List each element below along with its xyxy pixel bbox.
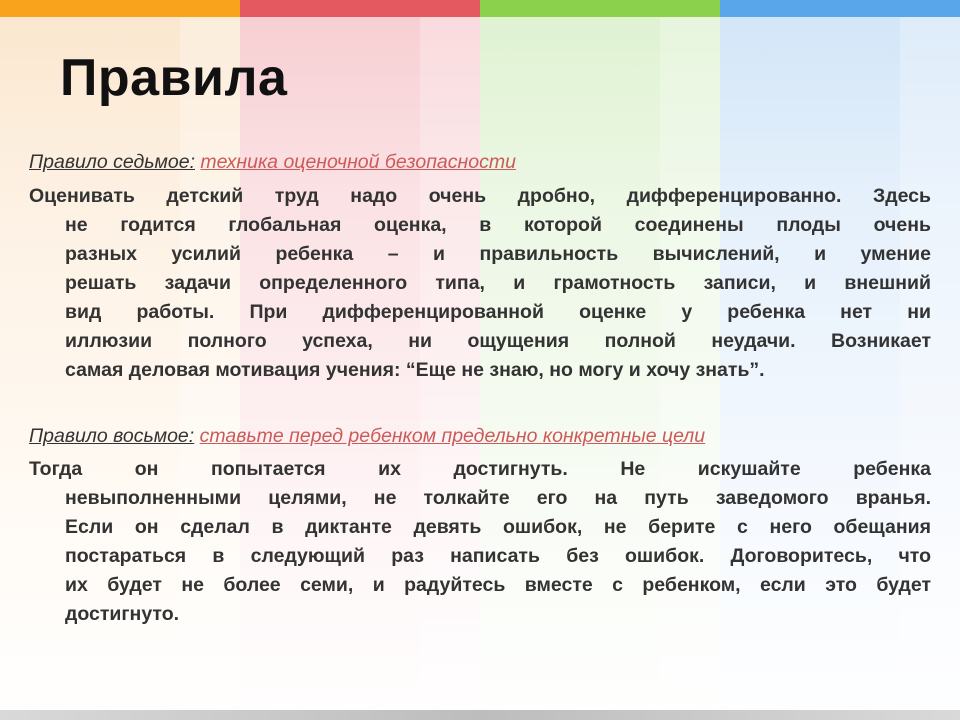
rule-7-line: не годится глобальная оценка, в которой соединены плоды очень <box>65 214 931 236</box>
rule-7-text <box>29 182 931 385</box>
top-bar-orange <box>0 0 240 17</box>
rule-7-label: Правило седьмое: <box>29 151 195 173</box>
rule-8-label: Правило восьмое: <box>29 425 195 447</box>
rule-7-line: вид работы. При дифференцированной оценке у ребенка нет ни <box>65 301 931 323</box>
top-bar-red <box>240 0 480 17</box>
top-bar-blue <box>720 0 960 17</box>
slide-title: Правила <box>60 49 288 107</box>
rule-7-heading <box>29 151 516 174</box>
bottom-band <box>0 710 960 720</box>
rule-8-line: невыполненными целями, не толкайте его на путь заведомого вранья. <box>65 487 931 509</box>
rule-8-heading <box>29 425 705 448</box>
rule-7-line: иллюзии полного успеха, ни ощущения полной неудачи. Возникает <box>65 330 931 352</box>
rule-8-line: их будет не более семи, и радуйтесь вместе с ребенком, если это будет <box>65 574 931 596</box>
rule-7-line: разных усилий ребенка – и правильность вычислений, и умение <box>65 243 931 265</box>
rule-8-line: постараться в следующий раз написать без ошибок. Договоритесь, что <box>65 545 931 567</box>
rule-7-line: Оценивать детский труд надо очень дробно, дифференцированно. Здесь <box>29 185 931 207</box>
rule-8-line: Тогда он попытается их достигнуть. Не искушайте ребенка <box>29 458 931 480</box>
rule-7-line: решать задачи определенного типа, и грамотность записи, и внешний <box>65 272 931 294</box>
rule-7-line: самая деловая мотивация учения: “Еще не знаю, но могу и хочу знать”. <box>65 359 765 381</box>
rule-8-text <box>29 455 931 629</box>
top-bar-green <box>480 0 720 17</box>
rule-8-topic: ставьте перед ребенком предельно конкретные цели <box>199 425 706 447</box>
rule-8-line: достигнуто. <box>65 603 180 625</box>
rule-8-line: Если он сделал в диктанте девять ошибок, не берите с него обещания <box>65 516 931 538</box>
rule-7-topic: техника оценочной безопасности <box>200 151 516 173</box>
